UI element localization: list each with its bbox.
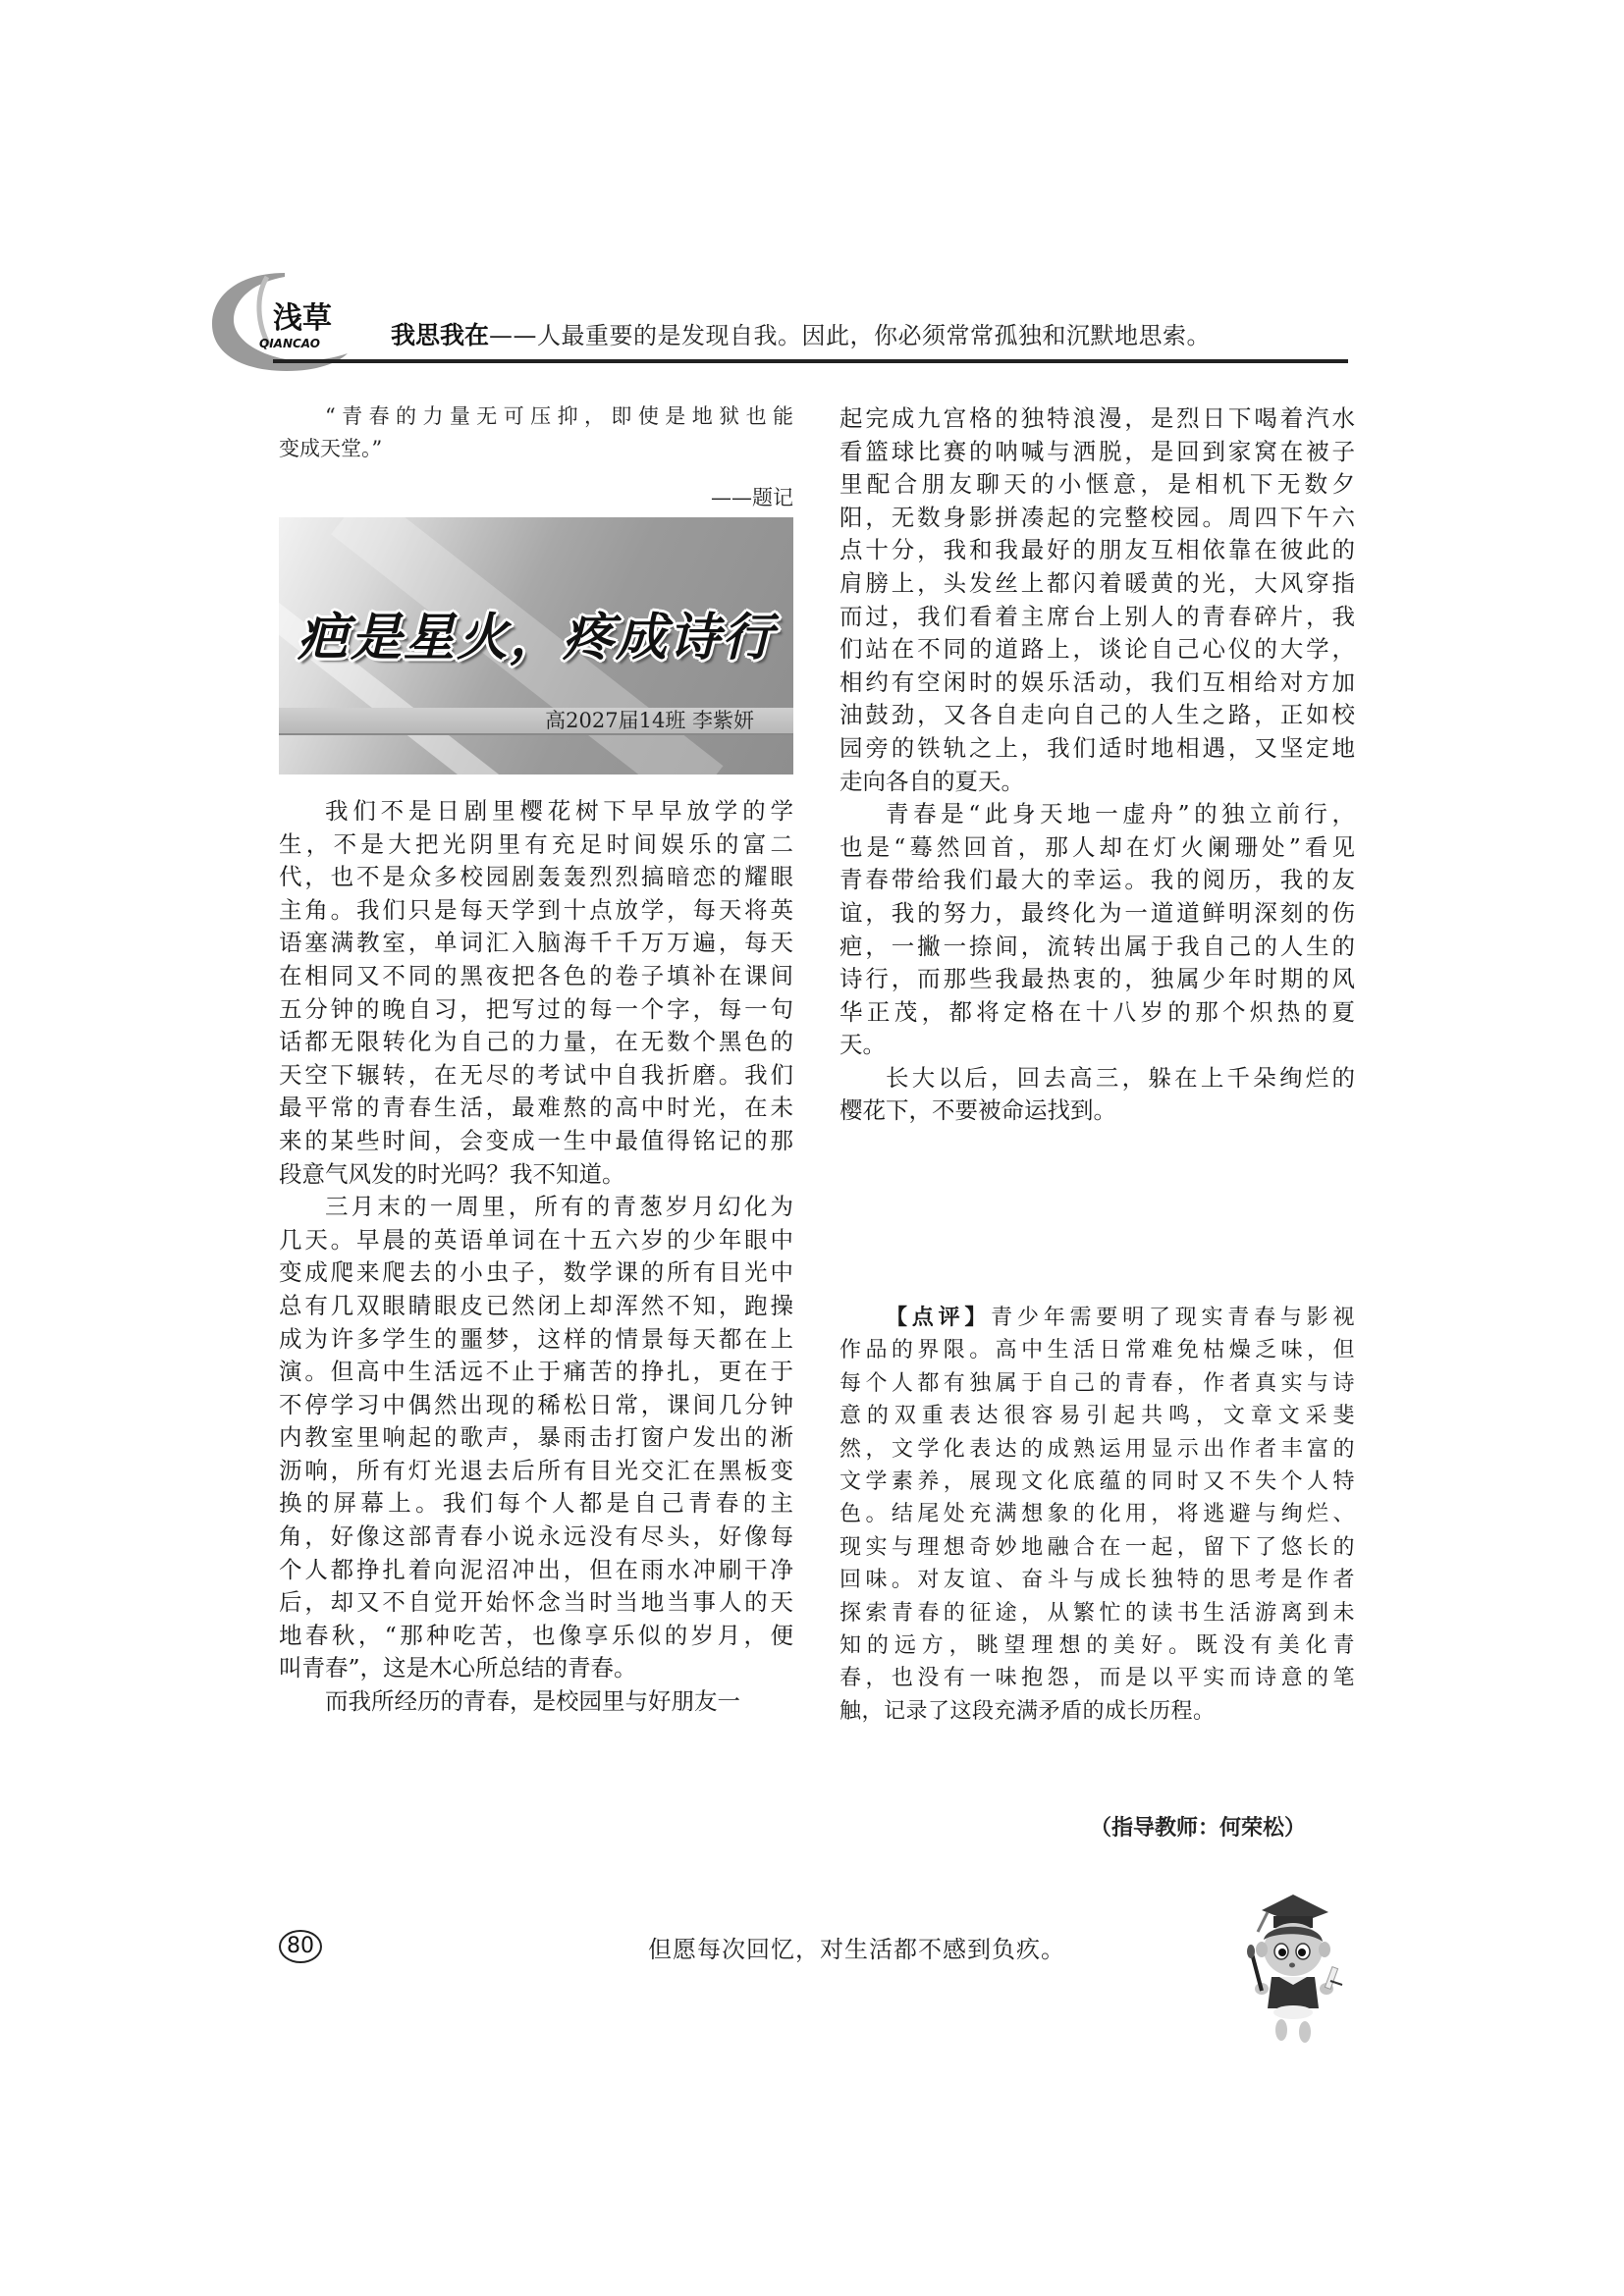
right-column-body xyxy=(839,402,1355,1128)
body-text-line: 主角。我们只是每天学到十点放学，每天将英 xyxy=(279,895,793,924)
body-text-line: 油鼓劲，又各自走向自己的人生之路，正如校 xyxy=(839,701,1355,729)
body-text-line: 走向各自的夏天。 xyxy=(839,767,1024,795)
comment-line: 现实与理想奇妙地融合在一起，留下了悠长的 xyxy=(839,1534,1355,1560)
article-byline: 高2027届14班 李紫妍 xyxy=(545,709,754,732)
body-text-line: 相约有空闲时的娱乐活动，我们互相给对方加 xyxy=(839,667,1355,696)
body-text-line: 内教室里响起的歌声，暴雨击打窗户发出的淅 xyxy=(279,1423,793,1452)
logo-text: 浅草 xyxy=(273,301,332,336)
body-text-line: 沥响，所有灯光退去后所有目光交汇在黑板变 xyxy=(279,1456,793,1484)
commentary xyxy=(839,1302,1355,1728)
comment-line xyxy=(839,1302,1355,1334)
body-text-line: 樱花下，不要被命运找到。 xyxy=(839,1096,1116,1125)
body-text-line: 华正茂，都将定格在十八岁的那个炽热的夏 xyxy=(839,997,1355,1026)
column-tagline xyxy=(391,316,1211,351)
body-text-line: 而过，我们看着主席台上别人的青春碎片，我 xyxy=(839,602,1355,630)
body-text-line: 总有几双眼睛眼皮已然闭上却浑然不知，跑操 xyxy=(279,1291,793,1319)
epigraph-line: 变成天堂。” xyxy=(279,437,383,460)
body-text-line: 天空下辗转，在无尽的考试中自我折磨。我们 xyxy=(279,1060,793,1089)
body-text-line: 起完成九宫格的独特浪漫，是烈日下喝着汽水 xyxy=(839,404,1355,432)
comment-line: 意的双重表达很容易引起共鸣，文章文采斐 xyxy=(839,1404,1355,1429)
body-text-line: 们站在不同的道路上，谈论自己心仪的大学， xyxy=(839,635,1355,664)
comment-line: 春，也没有一味抱怨，而是以平实而诗意的笔 xyxy=(839,1666,1355,1691)
body-text-line: 里配合朋友聊天的小惬意，是相机下无数夕 xyxy=(839,470,1355,499)
comment-line: 每个人都有独属于自己的青春，作者真实与诗 xyxy=(839,1370,1355,1396)
body-text-line: 来的某些时间，会变成一生中最值得铭记的那 xyxy=(279,1126,793,1154)
body-text-line: 五分钟的晚自习，把写过的每一个字，每一句 xyxy=(279,994,793,1023)
comment-line: 色。结尾处充满想象的化用，将逃避与绚烂、 xyxy=(839,1502,1355,1527)
body-text-line: 而我所经历的青春，是校园里与好朋友一 xyxy=(325,1687,740,1716)
body-text-line: 阳，无数身影拼凑起的完整校园。周四下午六 xyxy=(839,503,1355,531)
comment-line: 探索青春的征途，从繁忙的读书生活游离到未 xyxy=(839,1600,1355,1626)
body-text-line: 点十分，我和我最好的朋友互相依靠在彼此的 xyxy=(839,536,1355,564)
article-title: 疤是星火，疼成诗行 xyxy=(297,608,775,667)
graduate-mascot-illustration xyxy=(1232,1883,1350,2045)
epigraph-line: “青春的力量无可压抑，即使是地狱也能 xyxy=(325,404,793,428)
body-text-line: 园旁的铁轨之上，我们适时地相遇，又坚定地 xyxy=(839,733,1355,762)
title-banner xyxy=(279,517,793,774)
header-rule xyxy=(273,359,1348,363)
body-text-line: 话都无限转化为自己的力量，在无数个黑色的 xyxy=(279,1028,793,1056)
body-text-line: 生，不是大把光阴里有充足时间娱乐的富二 xyxy=(279,829,793,858)
tagline-text: ——人最重要的是发现自我。因此，你必须常常孤独和沉默地思索。 xyxy=(489,322,1212,349)
body-text-line: 也是“蓦然回首，那人却在灯火阑珊处”看见 xyxy=(839,832,1355,861)
logo-subtext: QIANCAO xyxy=(259,337,320,350)
body-text-line: 叫青春”，这是木心所总结的青春。 xyxy=(279,1654,637,1682)
body-text-line: 谊，我的努力，最终化为一道道鲜明深刻的伤 xyxy=(839,898,1355,927)
body-text-line: 几天。早晨的英语单词在十五六岁的少年眼中 xyxy=(279,1225,793,1254)
body-text-line: 疤，一撇一捺间，流转出属于我自己的人生的 xyxy=(839,932,1355,960)
body-text-line: 长大以后，回去高三，躲在上千朵绚烂的 xyxy=(886,1063,1355,1092)
comment-line: 作品的界限。高中生活日常难免枯燥乏味，但 xyxy=(839,1338,1355,1363)
page-number: 80 xyxy=(279,1930,322,1963)
body-text-line: 青春带给我们最大的幸运。我的阅历，我的友 xyxy=(839,866,1355,894)
body-text-line: 个人都挣扎着向泥沼冲出，但在雨水冲刷干净 xyxy=(279,1555,793,1583)
body-text-line: 地春秋，“那种吃苦，也像享乐似的岁月，便 xyxy=(279,1621,793,1649)
comment-line: 触，记录了这段充满矛盾的成长历程。 xyxy=(839,1698,1216,1724)
column-name: 我思我在 xyxy=(391,321,490,349)
body-text-line: 角，好像这部青春小说永远没有尽头，好像每 xyxy=(279,1522,793,1551)
comment-line: 知的远方，眺望理想的美好。既没有美化青 xyxy=(839,1632,1355,1658)
body-text-line: 天。 xyxy=(839,1031,886,1059)
comment-line: 然，文学化表达的成熟运用显示出作者丰富的 xyxy=(839,1436,1355,1462)
body-text-line: 看篮球比赛的呐喊与洒脱，是回到家窝在被子 xyxy=(839,437,1355,465)
epigraph xyxy=(279,400,793,465)
teacher-credit: （指导教师：何荣松） xyxy=(1090,1816,1307,1841)
comment-line: 回味。对友谊、奋斗与成长独特的思考是作者 xyxy=(839,1568,1355,1593)
body-text-line: 后，却又不自觉开始怀念当时当地当事人的天 xyxy=(279,1588,793,1617)
comment-line: 文学素养，展现文化底蕴的同时又不失个人特 xyxy=(839,1468,1355,1494)
left-column-body xyxy=(279,795,793,1719)
body-text-line: 三月末的一周里，所有的青葱岁月幻化为 xyxy=(325,1193,793,1221)
body-text-line: 段意气风发的时光吗？我不知道。 xyxy=(279,1159,625,1188)
body-text-line: 在相同又不同的黑夜把各色的卷子填补在课间 xyxy=(279,961,793,989)
body-text-line: 诗行，而那些我最热衷的，独属少年时期的风 xyxy=(839,965,1355,993)
body-text-line: 青春是“此身天地一虚舟”的独立前行， xyxy=(886,800,1355,828)
body-text-line: 最平常的青春生活，最难熬的高中时光，在未 xyxy=(279,1094,793,1122)
body-text-line: 代，也不是众多校园剧轰轰烈烈搞暗恋的耀眼 xyxy=(279,863,793,891)
body-text-line: 我们不是日剧里樱花树下早早放学的学 xyxy=(325,797,793,825)
body-text-line: 肩膀上，头发丝上都闪着暖黄的光，大风穿指 xyxy=(839,568,1355,597)
footer-quote: 但愿每次回忆，对生活都不感到负疚。 xyxy=(648,1936,1065,1963)
comment-label: 【点评】 xyxy=(886,1306,992,1330)
epigraph-signature: ——题记 xyxy=(711,486,793,509)
body-text-line: 变成爬来爬去的小虫子，数学课的所有目光中 xyxy=(279,1258,793,1287)
body-text-line: 不停学习中偶然出现的稀松日常，课间几分钟 xyxy=(279,1390,793,1418)
body-text-line: 换的屏幕上。我们每个人都是自己青春的主 xyxy=(279,1489,793,1518)
body-text-line: 演。但高中生活远不止于痛苦的挣扎，更在于 xyxy=(279,1358,793,1386)
body-text-line: 语塞满教室，单词汇入脑海千千万万遍，每天 xyxy=(279,929,793,957)
comment-line-text: 青少年需要明了现实青春与影视 xyxy=(991,1306,1355,1330)
body-text-line: 成为许多学生的噩梦，这样的情景每天都在上 xyxy=(279,1324,793,1353)
